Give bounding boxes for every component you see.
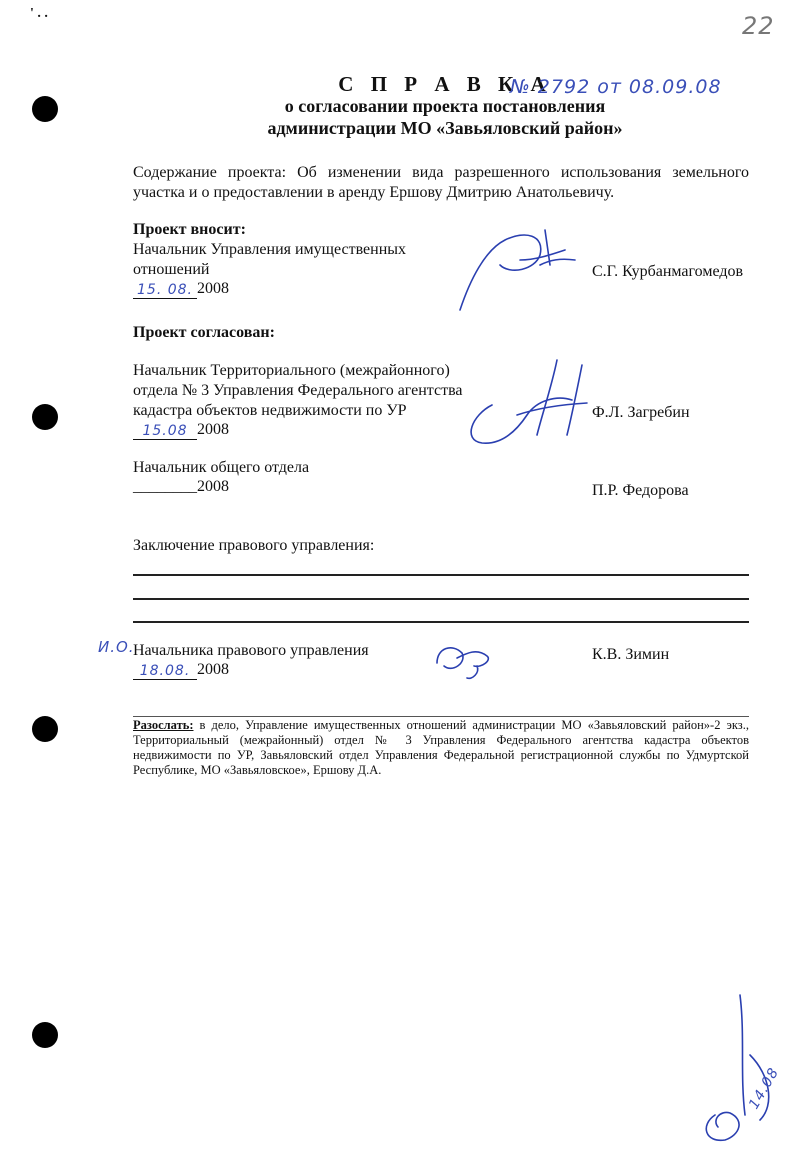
legal-heading: Заключение правового управления: (133, 537, 375, 554)
distribution-label: Разослать: (133, 718, 194, 732)
acting-mark: И.О. (98, 638, 135, 656)
document-subtitle: о согласовании проекта постановления (284, 96, 606, 116)
date-year: 2008 (197, 421, 229, 438)
submitter-position: Начальник Управления имущественных (133, 241, 407, 258)
approver1-position: Начальник Территориального (межрайонного) (133, 362, 450, 379)
approver2-position: Начальник общего отдела (133, 459, 310, 476)
distribution-text: в дело, Управление имущественных отношений администрации МО «Завьяловский район»-2 экз., Территориальный (межрайонный) отдел № 3 Управления Федерального агентства кадастра объектов недвижимости по УР, Завьяловский отдел Управления Федеральной регистрационной службы по Удмуртской Республике, МО «Завьяловское», Ершову Д.А. (133, 718, 749, 777)
punch-hole (32, 1022, 58, 1048)
signature-approver1 (462, 355, 592, 455)
submitter-date (133, 279, 229, 299)
registration-note: № 2792 от 08.09.08 (510, 76, 722, 98)
punch-hole (32, 404, 58, 430)
conclusion-line (133, 574, 749, 576)
date-blank: ________ (133, 478, 197, 495)
signature-submitter (450, 220, 590, 320)
handwritten-date: 18.08. (139, 663, 191, 679)
conclusion-line (133, 598, 749, 600)
document-subtitle: администрации МО «Завьяловский район» (267, 118, 623, 138)
legal-position: Начальника правового управления (133, 642, 369, 659)
punch-hole (32, 716, 58, 742)
handwritten-date: 15.08 (142, 423, 188, 439)
conclusion-line (133, 621, 749, 623)
submitter-heading: Проект вносит: (133, 221, 246, 238)
date-year: 2008 (197, 478, 229, 495)
page-number: 22 (742, 12, 775, 40)
approver1-position: отдела № 3 Управления Федерального агентства (133, 382, 463, 399)
handwritten-date: 15. 08. (137, 282, 193, 298)
approver1-date (133, 420, 229, 440)
date-year: 2008 (197, 280, 229, 297)
corner-marks: ' . . (30, 6, 48, 21)
approver2-date (133, 477, 229, 497)
receipt-date: 14.08 (746, 1064, 783, 1112)
approver1-name: Ф.Л. Загребин (592, 404, 690, 421)
distribution-list (133, 718, 749, 778)
project-content: Содержание проекта: Об изменении вида разрешенного использования земельного участка и о предоставлении в аренду Ершову Дмитрию Анатольевичу. (133, 164, 749, 201)
distribution-rule (133, 716, 749, 717)
approval-heading: Проект согласован: (133, 324, 275, 341)
submitter-position: отношений (133, 261, 210, 278)
document-title: С П Р А В К А (338, 72, 552, 96)
approver1-position: кадастра объектов недвижимости по УР (133, 402, 407, 419)
submitter-name: С.Г. Курбанмагомедов (592, 263, 744, 280)
approver2-name: П.Р. Федорова (592, 482, 689, 499)
signature-legal (432, 638, 502, 683)
date-year: 2008 (197, 661, 229, 678)
legal-name: К.В. Зимин (592, 646, 670, 663)
legal-date (133, 660, 229, 680)
